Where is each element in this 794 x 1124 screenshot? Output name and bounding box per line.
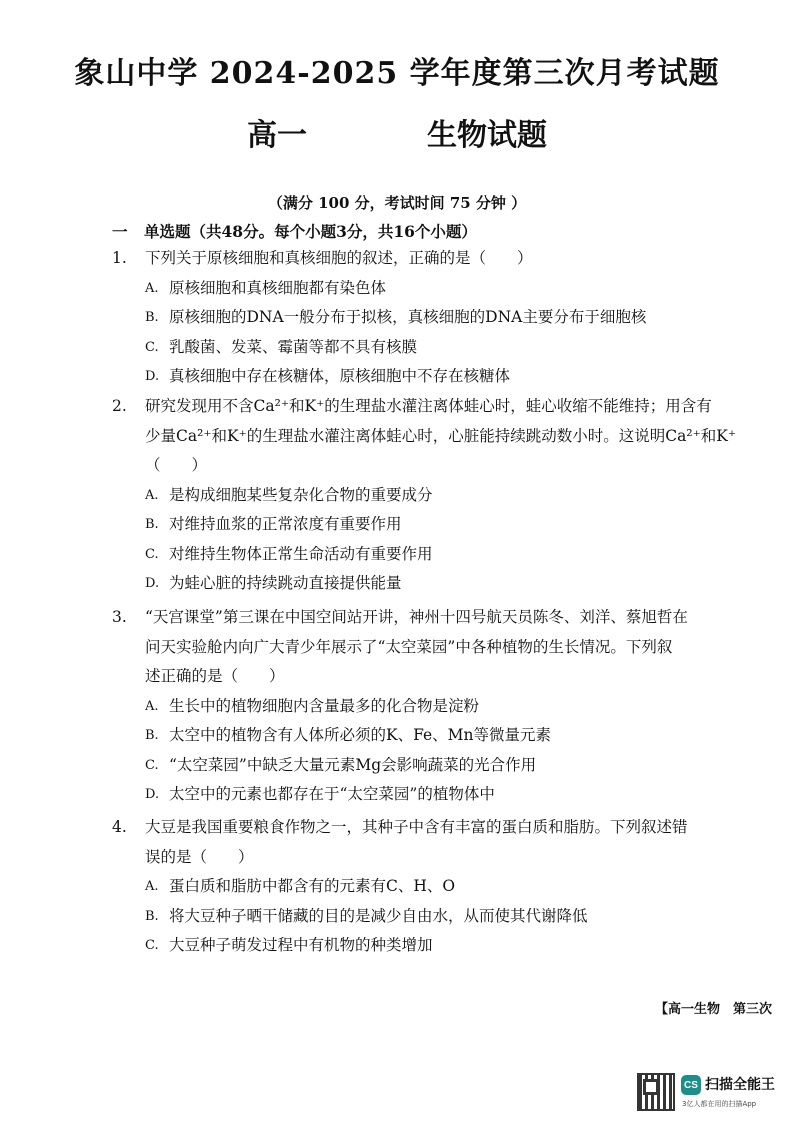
option-text: 大豆种子萌发过程中有机物的种类增加 [169, 936, 433, 954]
question-stem-line: 述正确的是（ ） [145, 667, 285, 685]
option-b [145, 510, 762, 540]
scanner-tagline: 3亿人都在用的扫描App [682, 1100, 757, 1108]
option-b [145, 303, 762, 333]
question-3 [112, 603, 762, 810]
option-text: 真核细胞中存在核糖体，原核细胞中不存在核糖体 [169, 367, 511, 385]
option-letter: C. [145, 757, 159, 773]
option-letter: A. [145, 280, 159, 296]
exam-info: （满分 100 分，考试时间 75 分钟 ） [267, 194, 527, 212]
qr-code-icon [637, 1073, 675, 1111]
option-letter: D. [145, 787, 160, 802]
option-text: “太空菜园”中缺乏大量元素Mg会影响蔬菜的光合作用 [169, 755, 537, 774]
option-letter: C. [145, 339, 159, 355]
question-stem-line: （ ） [145, 456, 208, 474]
option-text: 对维持血浆的正常浓度有重要作用 [169, 515, 402, 533]
option-c [145, 333, 762, 363]
option-letter: C. [145, 938, 159, 953]
option-letter: C. [145, 546, 159, 562]
question-number: 1. [112, 249, 127, 267]
question-number: 4. [112, 818, 127, 836]
option-text: 太空中的植物含有人体所必须的K、Fe、Mn等微量元素 [169, 726, 552, 744]
option-letter: D. [145, 369, 160, 384]
question-4 [112, 813, 762, 961]
exam-subtitle [0, 110, 794, 154]
option-d [145, 362, 762, 392]
question-1 [112, 244, 762, 392]
option-b [145, 902, 762, 932]
option-text: 乳酸菌、发菜、霉菌等都不具有核膜 [169, 337, 418, 356]
option-letter: B. [145, 310, 159, 325]
option-letter: D. [145, 576, 160, 591]
question-stem-line: 研究发现用不含Ca²⁺和K⁺的生理盐水灌注离体蛙心时，蛙心收缩不能维持；用含有 [145, 397, 712, 415]
grade-label: 高一 [247, 118, 307, 153]
question-number: 3. [112, 608, 127, 626]
section-mark: 一 [112, 222, 128, 241]
scanner-app-name: 扫描全能王 [705, 1077, 775, 1093]
option-c [145, 931, 762, 961]
subject-label: 生物试题 [427, 118, 547, 153]
question-stem: 下列关于原核细胞和真核细胞的叙述，正确的是（ ） [145, 249, 533, 267]
exam-title: 象山中学 2024-2025 学年度第三次月考试题 [74, 56, 720, 91]
question-stem-line: 少量Ca²⁺和K⁺的生理盐水灌注离体蛙心时，心脏能持续跳动数小时。这说明Ca²⁺和K⁺ [145, 426, 737, 445]
option-c [145, 540, 762, 570]
option-d [145, 569, 762, 599]
option-text: 将大豆种子晒干储藏的目的是减少自由水，从而使其代谢降低 [169, 906, 588, 925]
camscanner-logo-icon: CS [681, 1075, 701, 1095]
option-d [145, 780, 762, 810]
option-a [145, 872, 762, 902]
question-stem-line: 问天实验舱内向广大青少年展示了“太空菜园”中各种植物的生长情况。下列叙 [145, 637, 673, 656]
question-stem-line: 大豆是我国重要粮食作物之一，其种子中含有丰富的蛋白质和脂肪。下列叙述错 [145, 818, 688, 836]
option-letter: A. [145, 698, 159, 714]
option-a [145, 274, 762, 304]
option-c [145, 751, 762, 781]
option-text: 为蛙心脏的持续跳动直接提供能量 [169, 574, 402, 592]
option-text: 是构成细胞某些复杂化合物的重要成分 [169, 485, 433, 504]
option-text: 蛋白质和脂肪中都含有的元素有C、H、O [169, 877, 456, 895]
option-text: 对维持生物体正常生命活动有重要作用 [169, 544, 433, 563]
option-text: 原核细胞和真核细胞都有染色体 [169, 278, 387, 297]
question-stem-line: “天宫课堂”第三课在中国空间站开讲，神州十四号航天员陈冬、刘洋、蔡旭哲在 [145, 608, 688, 626]
section-title: 单选题（共48分。每个小题3分，共16个小题） [144, 222, 477, 241]
option-text: 原核细胞的DNA一般分布于拟核，真核细胞的DNA主要分布于细胞核 [169, 308, 647, 326]
option-letter: A. [145, 879, 159, 894]
page-footer-tag: 【高一生物 第三次 [655, 1002, 773, 1017]
section-heading [112, 220, 477, 242]
option-letter: B. [145, 908, 159, 924]
option-text: 生长中的植物细胞内含量最多的化合物是淀粉 [169, 696, 480, 715]
option-letter: B. [145, 517, 159, 532]
option-text: 太空中的元素也都存在于“太空菜园”的植物体中 [169, 785, 495, 803]
option-letter: B. [145, 728, 159, 743]
question-number: 2. [112, 397, 127, 415]
option-letter: A. [145, 487, 159, 503]
question-stem-line: 误的是（ ） [145, 847, 254, 866]
question-2 [112, 392, 762, 599]
option-a [145, 481, 762, 511]
option-a [145, 692, 762, 722]
option-b [145, 721, 762, 751]
